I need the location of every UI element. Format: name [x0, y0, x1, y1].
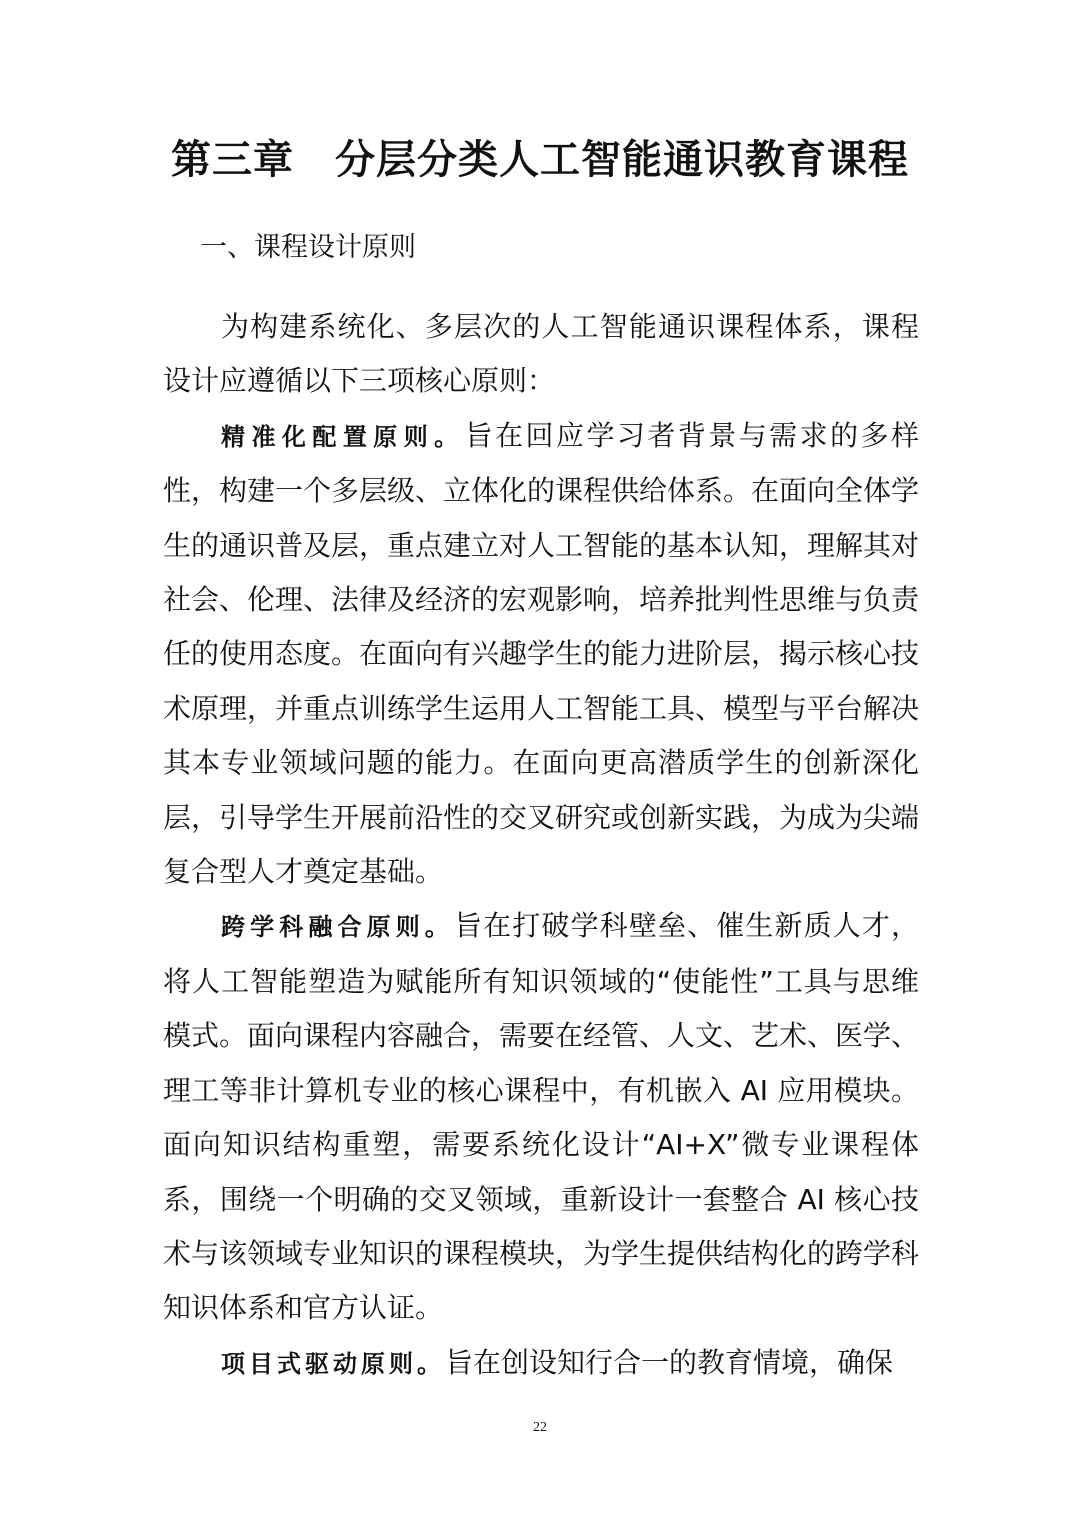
page-number: 22 — [533, 1420, 547, 1435]
body-text — [163, 300, 919, 1391]
section-heading: 一、课程设计原则 — [200, 232, 416, 263]
principle-paragraph-interdisciplinary — [163, 899, 919, 1335]
principle-paragraph-precision — [163, 409, 919, 900]
principle-paragraph-project — [163, 1336, 919, 1391]
principle-text: 旨在回应学习者背景与需求的多样性，构建一个多层级、立体化的课程供给体系。在面向全体学生的通识普及层，重点建立对人工智能的基本认知，理解其对社会、伦理、法律及经济的宏观影响，培养批判性思维与负责任的使用态度。在面向有兴趣学生的能力进阶层，揭示核心技术原理，并重点训练学生运用人工智能工具、模型与平台解决其本专业领域问题的能力。在面向更高潜质学生的创新深化层，引导学生开展前沿性的交叉研究或创新实践，为成为尖端复合型人才奠定基础。 — [163, 418, 920, 889]
principle-text: 旨在打破学科壁垒、催生新质人才，将人工智能塑造为赋能所有知识领域的“使能性”工具与思维模式。面向课程内容融合，需要在经管、人文、艺术、医学、理工等非计算机专业的核心课程中，有机嵌入 AI 应用模块。面向知识结构重塑，需要系统化设计“AI+X”微专业课程体系，围绕一个明确的交叉领域，重新设计一套整合 AI 核心技术与该领域专业知识的课程模块，为学生提供结构化的跨学科知识体系和官方认证。 — [163, 909, 920, 1325]
principle-title: 跨学科融合原则。 — [221, 912, 455, 942]
intro-paragraph: 为构建系统化、多层次的人工智能通识课程体系，课程设计应遵循以下三项核心原则： — [163, 310, 919, 398]
principle-title: 精准化配置原则。 — [221, 421, 465, 451]
chapter-title: 第三章 分层分类人工智能通识教育课程 — [171, 136, 909, 183]
principle-text: 旨在创设知行合一的教育情境，确保 — [445, 1345, 894, 1379]
principle-title: 项目式驱动原则。 — [221, 1348, 445, 1378]
